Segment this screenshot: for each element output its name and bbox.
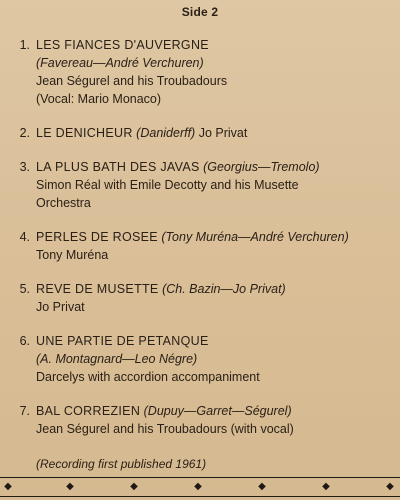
track-performer: Jean Ségurel and his Troubadours (with vocal) [36, 422, 294, 436]
track-title: BAL CORREZIEN [36, 404, 141, 418]
track-composers: (Tony Muréna—André Verchuren) [161, 230, 349, 244]
diamond-icon: ◆ [194, 481, 202, 492]
track-performer: Jo Privat [36, 300, 85, 314]
track-number: 2. [19, 126, 30, 140]
track-number: 6. [19, 334, 30, 348]
diamond-icon: ◆ [130, 481, 138, 492]
track-title: PERLES DE ROSEE [36, 230, 158, 244]
track-title: LA PLUS BATH DES JAVAS [36, 160, 200, 174]
diamond-icon: ◆ [66, 481, 74, 492]
track-performer: Jean Ségurel and his Troubadours [36, 74, 228, 88]
recording-note: (Recording first published 1961) [36, 457, 207, 471]
track-performer: Tony Muréna [36, 248, 109, 262]
track-list [0, 36, 400, 438]
border-line-bottom [0, 496, 400, 497]
track-item [0, 280, 400, 316]
track-item [0, 158, 400, 212]
track-composers: (Daniderff) [136, 126, 196, 140]
track-item [0, 124, 400, 142]
track-composers: (Ch. Bazin—Jo Privat) [162, 282, 286, 296]
track-performer: Darcelys with accordion accompaniment [36, 370, 260, 384]
diamond-border [0, 480, 400, 494]
diamond-icon: ◆ [4, 481, 12, 492]
track-composers: (A. Montagnard—Leo Négre) [36, 352, 198, 366]
track-title: LES FIANCES D'AUVERGNE [36, 38, 209, 52]
track-number: 1. [19, 38, 30, 52]
track-title: LE DENICHEUR [36, 126, 133, 140]
track-item [0, 36, 400, 108]
track-performer: Jo Privat [198, 126, 248, 140]
track-item [0, 332, 400, 386]
track-title: REVE DE MUSETTE [36, 282, 159, 296]
border-line-top [0, 477, 400, 478]
diamond-icon: ◆ [258, 481, 266, 492]
track-item [0, 402, 400, 438]
track-vocal: (Vocal: Mario Monaco) [36, 92, 162, 106]
track-number: 5. [19, 282, 30, 296]
track-number: 7. [19, 404, 30, 418]
track-performer: Simon Réal with Emile Decotty and his Musette [36, 178, 299, 192]
track-number: 4. [19, 230, 30, 244]
track-item [0, 228, 400, 264]
diamond-icon: ◆ [386, 481, 394, 492]
track-title: UNE PARTIE DE PETANQUE [36, 334, 209, 348]
side-label: Side 2 [181, 5, 219, 19]
track-performer-cont: Orchestra [36, 196, 91, 210]
track-composers: (Georgius—Tremolo) [203, 160, 320, 174]
diamond-icon: ◆ [322, 481, 330, 492]
track-composers: (Dupuy—Garret—Ségurel) [143, 404, 292, 418]
track-composers: (Favereau—André Verchuren) [36, 56, 204, 70]
track-number: 3. [19, 160, 30, 174]
